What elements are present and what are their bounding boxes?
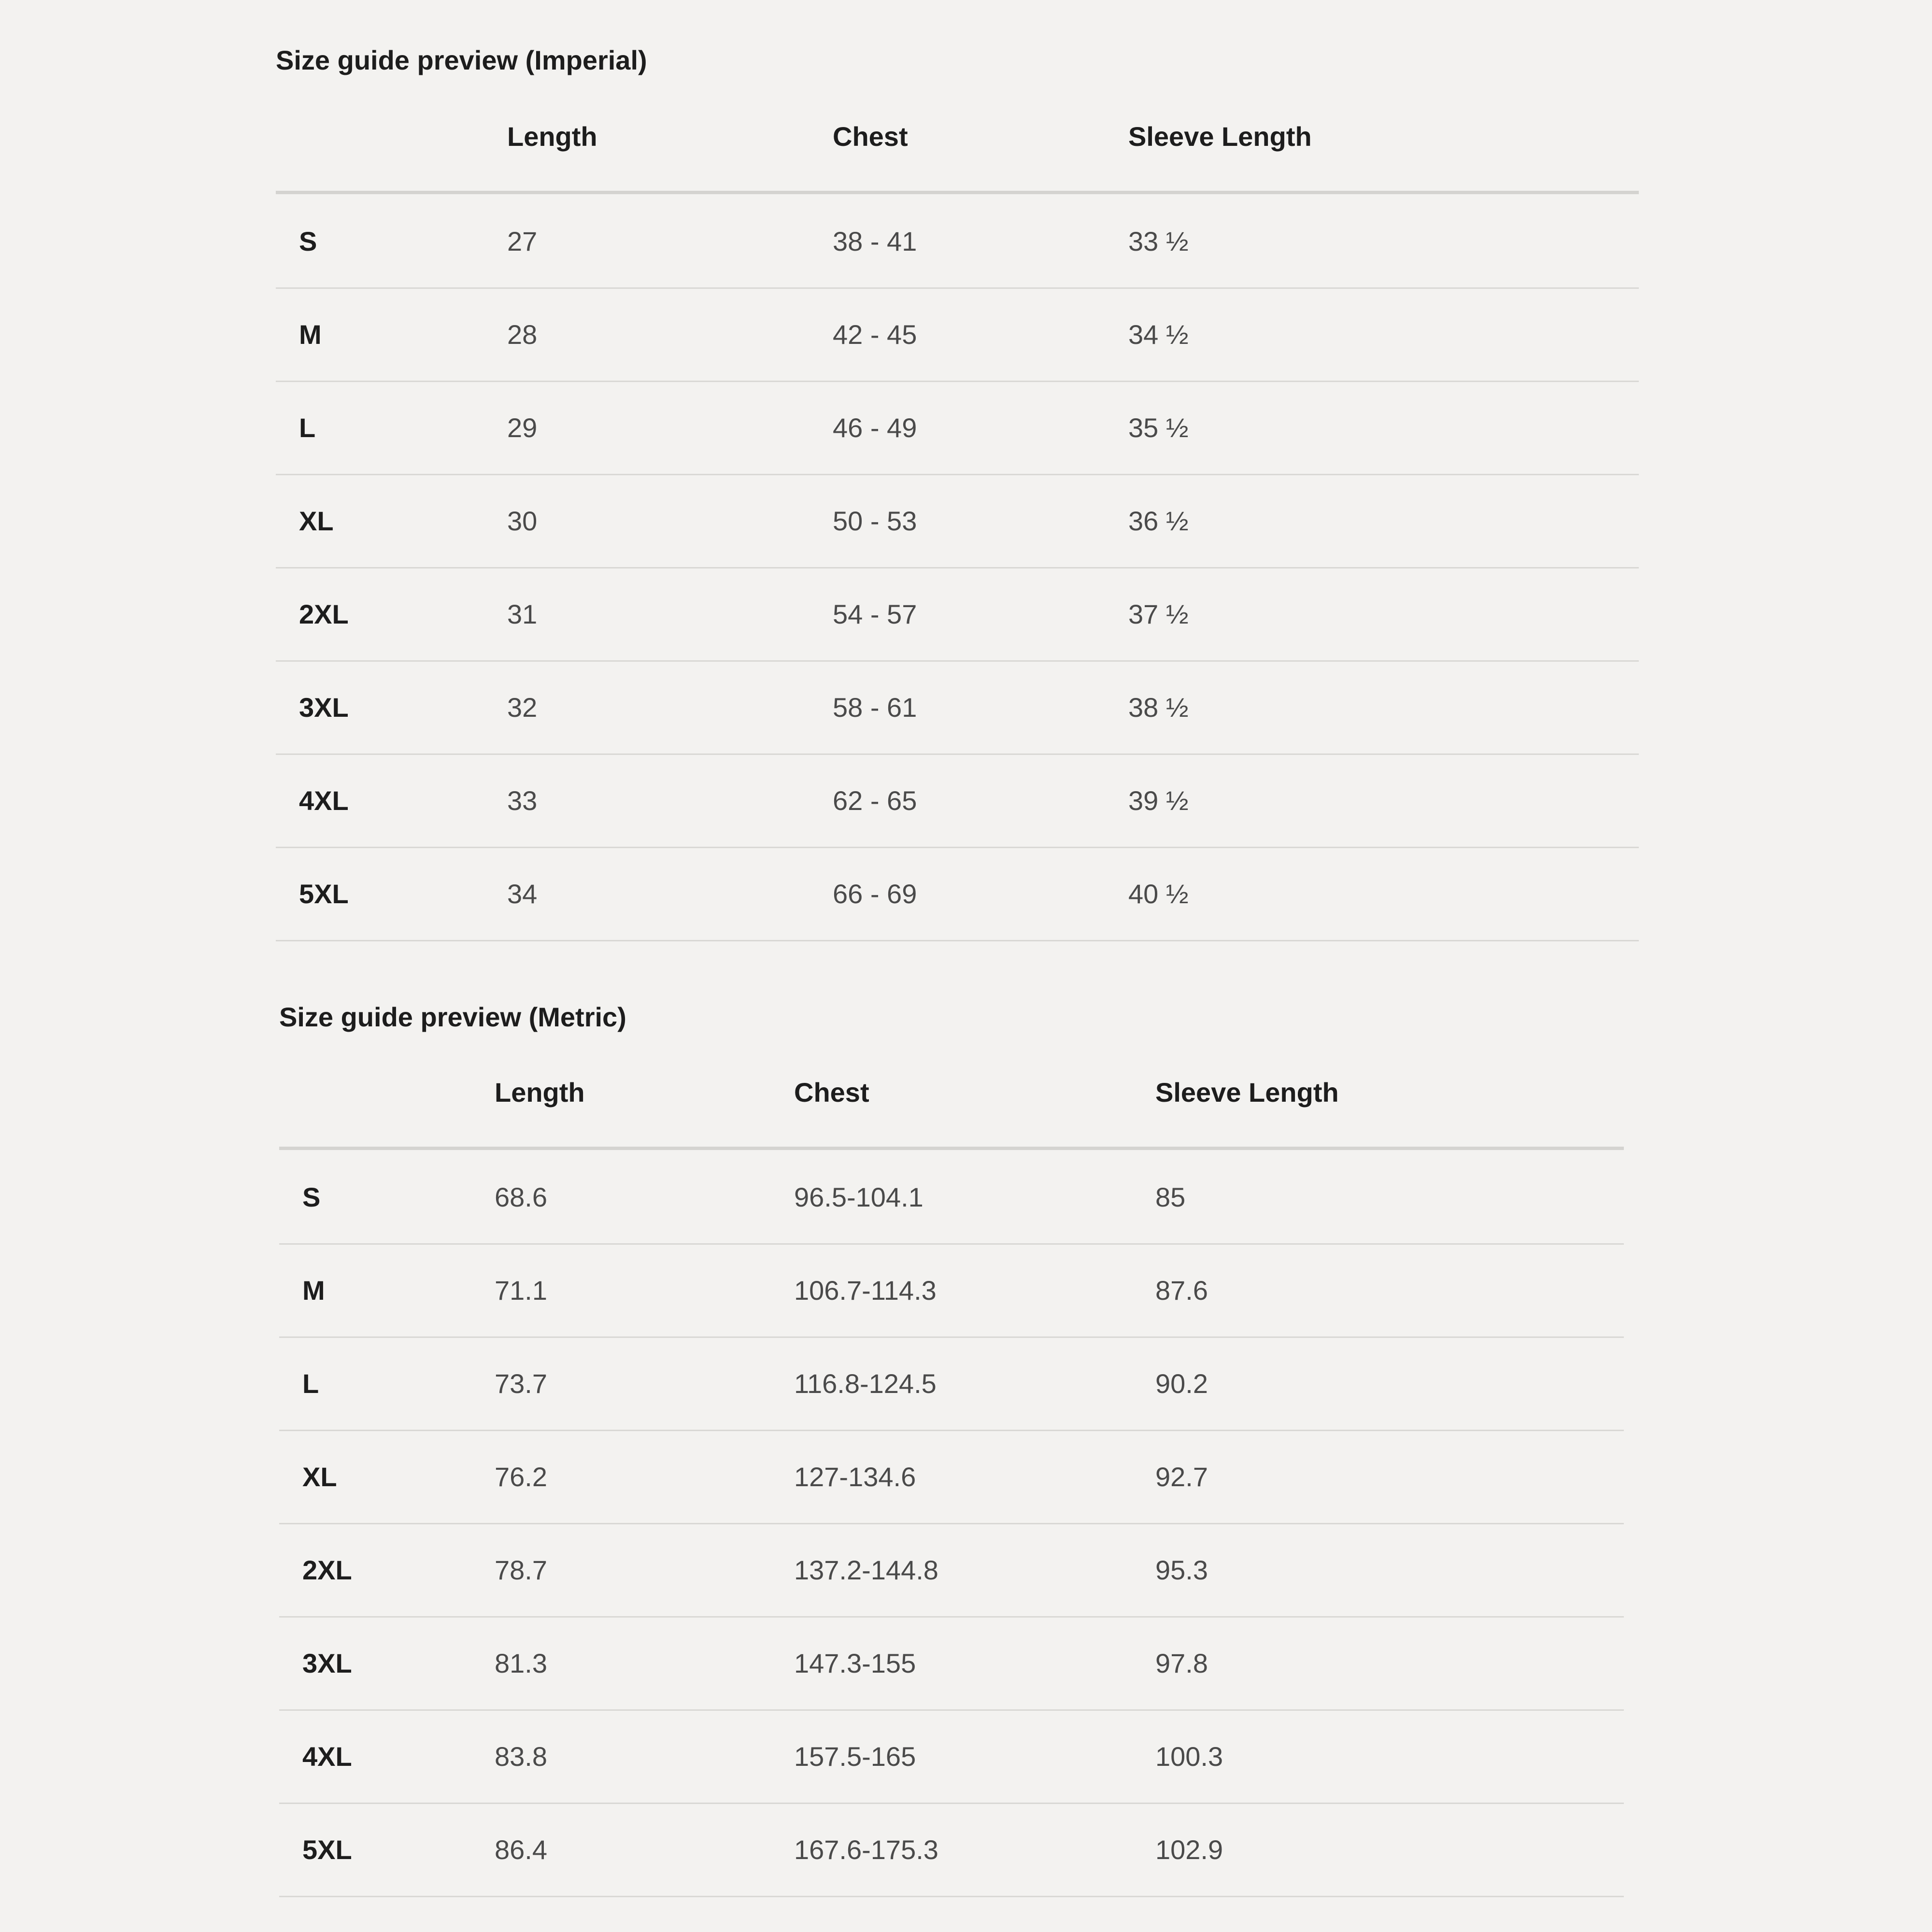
sleeve-length-cell: 36 ½ xyxy=(1128,506,1189,536)
chest-cell: 58 - 61 xyxy=(833,692,917,723)
table-row xyxy=(276,567,1639,662)
imperial-header-row xyxy=(276,75,1639,194)
column-header-chest: Chest xyxy=(794,1077,869,1108)
column-header-length: Length xyxy=(495,1077,585,1108)
chest-cell: 157.5-165 xyxy=(794,1741,916,1772)
chest-cell: 54 - 57 xyxy=(833,599,917,629)
column-header-chest: Chest xyxy=(833,121,908,152)
table-row xyxy=(279,1616,1624,1711)
chest-cell: 137.2-144.8 xyxy=(794,1555,938,1585)
sleeve-length-cell: 90.2 xyxy=(1155,1368,1208,1399)
sleeve-length-cell: 40 ½ xyxy=(1128,879,1189,909)
imperial-title: Size guide preview (Imperial) xyxy=(276,45,647,75)
sleeve-length-cell: 87.6 xyxy=(1155,1275,1208,1306)
table-row xyxy=(279,1803,1624,1897)
sleeve-length-cell: 38 ½ xyxy=(1128,692,1189,723)
table-row xyxy=(279,1523,1624,1618)
sleeve-length-cell: 34 ½ xyxy=(1128,319,1189,350)
length-cell: 34 xyxy=(507,879,538,909)
size-label: L xyxy=(302,1368,319,1399)
imperial-size-table xyxy=(276,75,1639,937)
table-row xyxy=(276,474,1639,568)
metric-header-row xyxy=(279,1031,1624,1150)
table-row xyxy=(276,381,1639,475)
length-cell: 28 xyxy=(507,319,538,350)
length-cell: 27 xyxy=(507,226,538,256)
chest-cell: 50 - 53 xyxy=(833,506,917,536)
length-cell: 31 xyxy=(507,599,538,629)
sleeve-length-cell: 92.7 xyxy=(1155,1462,1208,1492)
sleeve-length-cell: 35 ½ xyxy=(1128,412,1189,443)
sleeve-length-cell: 37 ½ xyxy=(1128,599,1189,629)
size-label: S xyxy=(299,226,317,256)
size-label: M xyxy=(302,1275,325,1306)
length-cell: 76.2 xyxy=(495,1462,547,1492)
table-row xyxy=(276,753,1639,848)
table-row xyxy=(276,847,1639,941)
length-cell: 81.3 xyxy=(495,1648,547,1678)
sleeve-length-cell: 97.8 xyxy=(1155,1648,1208,1678)
length-cell: 29 xyxy=(507,412,538,443)
size-label: XL xyxy=(302,1462,337,1492)
length-cell: 32 xyxy=(507,692,538,723)
length-cell: 86.4 xyxy=(495,1834,547,1865)
column-header-sleeve-length: Sleeve Length xyxy=(1155,1077,1339,1108)
size-label: 3XL xyxy=(299,692,349,723)
length-cell: 83.8 xyxy=(495,1741,547,1772)
chest-cell: 46 - 49 xyxy=(833,412,917,443)
chest-cell: 66 - 69 xyxy=(833,879,917,909)
chest-cell: 106.7-114.3 xyxy=(794,1275,937,1306)
table-row xyxy=(279,1243,1624,1338)
metric-title: Size guide preview (Metric) xyxy=(279,1002,626,1032)
size-label: 3XL xyxy=(302,1648,352,1678)
size-label: L xyxy=(299,412,316,443)
metric-size-table xyxy=(279,1031,1624,1892)
chest-cell: 42 - 45 xyxy=(833,319,917,350)
length-cell: 71.1 xyxy=(495,1275,547,1306)
chest-cell: 167.6-175.3 xyxy=(794,1834,938,1865)
size-label: XL xyxy=(299,506,334,536)
chest-cell: 147.3-155 xyxy=(794,1648,916,1678)
chest-cell: 62 - 65 xyxy=(833,785,917,816)
sleeve-length-cell: 39 ½ xyxy=(1128,785,1189,816)
table-row xyxy=(279,1430,1624,1524)
length-cell: 73.7 xyxy=(495,1368,547,1399)
chest-cell: 38 - 41 xyxy=(833,226,917,256)
column-header-length: Length xyxy=(507,121,597,152)
table-row xyxy=(279,1150,1624,1245)
sleeve-length-cell: 33 ½ xyxy=(1128,226,1189,256)
sleeve-length-cell: 85 xyxy=(1155,1182,1186,1212)
size-label: 2XL xyxy=(299,599,349,629)
table-row xyxy=(276,194,1639,289)
chest-cell: 116.8-124.5 xyxy=(794,1368,937,1399)
length-cell: 30 xyxy=(507,506,538,536)
sleeve-length-cell: 100.3 xyxy=(1155,1741,1223,1772)
chest-cell: 96.5-104.1 xyxy=(794,1182,923,1212)
table-row xyxy=(279,1336,1624,1431)
length-cell: 33 xyxy=(507,785,538,816)
size-label: 5XL xyxy=(299,879,349,909)
size-label: 4XL xyxy=(299,785,349,816)
sleeve-length-cell: 102.9 xyxy=(1155,1834,1223,1865)
size-label: M xyxy=(299,319,322,350)
chest-cell: 127-134.6 xyxy=(794,1462,916,1492)
table-row xyxy=(276,287,1639,382)
size-label: 4XL xyxy=(302,1741,352,1772)
table-row xyxy=(279,1709,1624,1804)
length-cell: 78.7 xyxy=(495,1555,547,1585)
sleeve-length-cell: 95.3 xyxy=(1155,1555,1208,1585)
table-row xyxy=(276,660,1639,755)
size-label: 2XL xyxy=(302,1555,352,1585)
length-cell: 68.6 xyxy=(495,1182,547,1212)
size-label: S xyxy=(302,1182,321,1212)
column-header-sleeve-length: Sleeve Length xyxy=(1128,121,1312,152)
size-label: 5XL xyxy=(302,1834,352,1865)
